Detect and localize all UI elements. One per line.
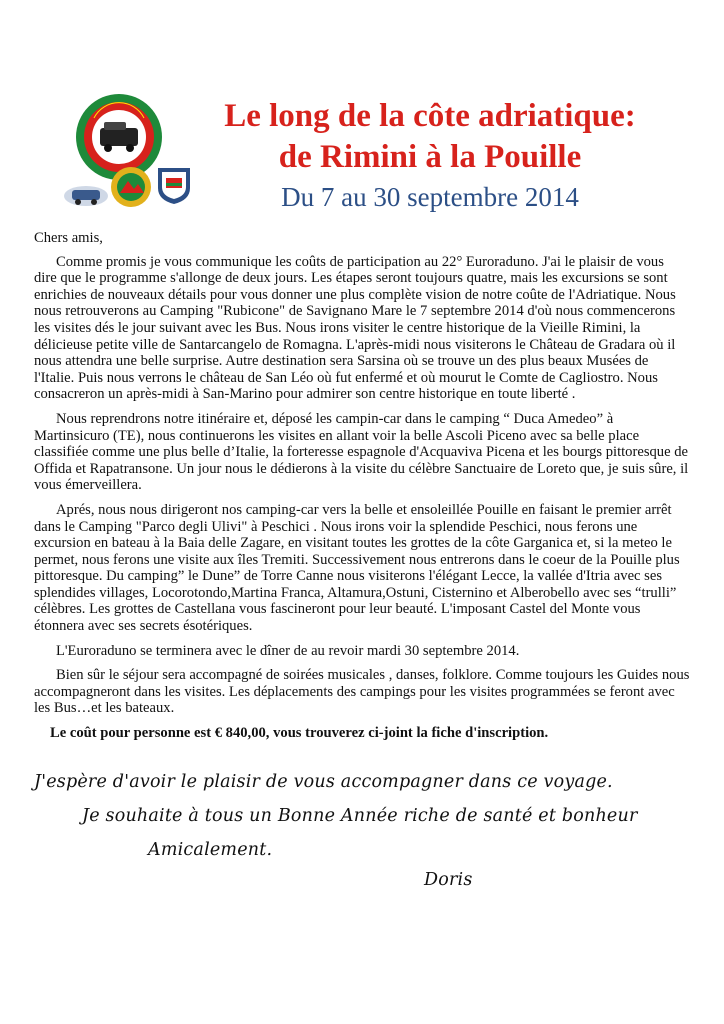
signature-line-3: Amicalement. [148, 840, 273, 860]
paragraph-5: Bien sûr le séjour sera accompagné de soirées musicales , danses, folklore. Comme toujours les Guides nous accompagneront dans les visites. Les déplacements des campings pour les visites programmées se feront avec les Bus…et les bateaux. [34, 667, 690, 717]
paragraph-4: L'Euroraduno se terminera avec le dîner de au revoir mardi 30 septembre 2014. [56, 642, 520, 659]
shield-logo [156, 166, 192, 206]
signature-name: Doris [424, 870, 473, 890]
ficm-logo [60, 174, 112, 208]
signature-line-1: J'espère d'avoir le plaisir de vous accompagner dans ce voyage. [34, 772, 613, 792]
greeting: Chers amis, [34, 230, 103, 246]
title-line-2: de Rimini à la Pouille [278, 139, 582, 175]
title-line-1: Le long de la côte adriatique: [224, 98, 636, 134]
club-badge-logo [110, 166, 152, 208]
paragraph-1: Comme promis je vous communique les coûts de participation au 22° Euroraduno. J'ai le plaisir de vous dire que le programme s'allonge de deux jours. Les étapes seront toujours quatre, mais les excursions se sont enrichies de nouveaux détails pour vous donner une plus complète vision de notre coûte de l'Adriatique. Nous nous retrouverons au Camping "Rubicone" de Savignano Mare le 7 septembre 2014 d'où nous commencerons les visites dés le jour suivant avec les Bus. Nous irons visiter le centre historique de la Vieille Rimini, la délicieuse petite ville de Santarcangelo de Romagna. L'après-midi nous visiterons le Château de Gradara où il nous attendra une belle surprise. Autre destination sera Sarsina où se trouve un des plus beaux Musées de l'Italie. Puis nous verrons le château de San Léo où fut enfermé et où mourut le Comte de Cagliostro. Nous consacreron un après-midi à San-Marino pour admirer son centre historique en toute liberté . [34, 253, 676, 403]
date-subtitle: Du 7 au 30 septembre 2014 [281, 182, 579, 212]
header-logos [60, 92, 200, 212]
paragraph-2: Nous reprendrons notre itinéraire et, déposé les campin-car dans le camping “ Duca Amedeo” à Martinsicuro (TE), nous continuerons les visites en allant voir la belle Ascoli Piceno avec sa belle place classifiée comme une plus belle d’Italie, la forteresse espagnole d'Acquaviva Picena et les bourgs pittoresque de Offida et Rapatransone. Un jour nous le dédierons à la visite du célèbre Sanctuaire de Loreto que, je suis sûre, il vous émerveillera. [34, 410, 689, 494]
price-line: Le coût pour personne est € 840,00, vous trouverez ci-joint la fiche d'inscription. [50, 725, 549, 742]
signature-line-2: Je souhaite à tous un Bonne Année riche de santé et bonheur [82, 806, 638, 826]
title-block [190, 96, 670, 214]
paragraph-3: Aprés, nous nous dirigeront nos camping-car vers la belle et ensoleillée Pouille en faisant le premier arrêt dans le Camping "Parco degli Ulivi" à Peschici . Nous irons voir la splendide Peschici, nous ferons une excursion en bateau à la Baia delle Zagare, en visitant toutes les grottes de la côte Garganica et, si la meteo le permet, nous ferons une visite aux îles Tremiti. Successivement nous entrerons dans le coeur de la Pouille plus pittoresque. Du camping” le Dune” de Torre Canne nous visiterons l'élégant Lecce, la vallée d'Itria avec ses splendides villages, Locorotondo,Martina Franca, Altamura,Ostuni, Cisternino et Alberobello avec ses “trulli” célèbres. Les grottes de Castellana vous fascineront pour leur beauté. L'imposant Castel del Monte vous étonnera avec ses secrets ésotériques. [34, 501, 680, 635]
partner-logos [60, 166, 200, 210]
letter-body [34, 230, 690, 742]
